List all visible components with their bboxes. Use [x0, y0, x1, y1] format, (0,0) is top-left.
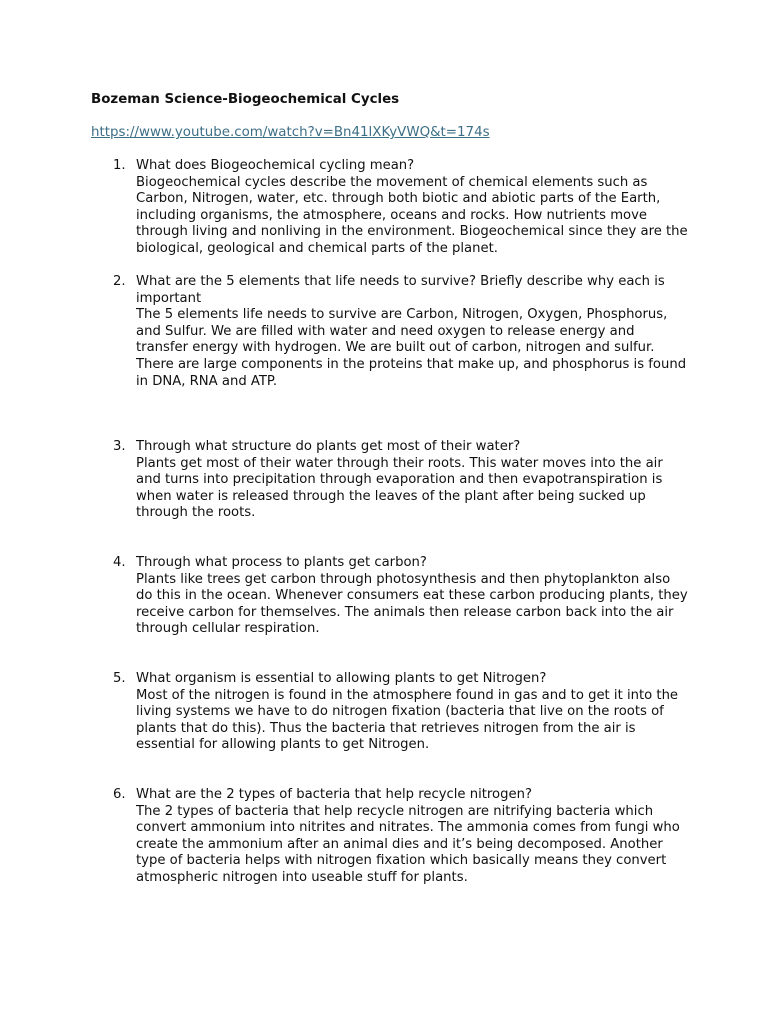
answer-text: The 5 elements life needs to survive are Carbon, Nitrogen, Oxygen, Phosphorus, and Sulfur. We are filled with water and need oxygen to release energy and transfer energy with hydrogen. We are built out of carbon, nitrogen and sulfur. There are large components in the proteins that make up, and phosphorus is found in DNA, RNA and ATP. [136, 307, 687, 389]
question-block [136, 555, 688, 638]
question-block [136, 787, 688, 887]
answer-text: Biogeochemical cycles describe the movement of chemical elements such as Carbon, Nitrogen, water, etc. through both biotic and abiotic parts of the Earth, including organisms, the atmosphere, oceans and rocks. How nutrients move through living and nonliving in the environment. Biogeochemical since they are the biological, geological and chemical parts of the planet. [136, 174, 688, 256]
answer-text: Plants like trees get carbon through photosynthesis and then phytoplankton also do this in the ocean. Whenever consumers eat these carbon producing plants, they receive carbon for themselves. The animals then release carbon back into the air through cellular respiration. [136, 571, 688, 637]
document-title: Bozeman Science-Biogeochemical Cycles [91, 92, 400, 107]
question-block [136, 158, 688, 258]
answer-text: Plants get most of their water through their roots. This water moves into the air and turns into precipitation through evaporation and then evapotranspiration is when water is released through the leaves of the plant after being sucked up through the roots. [136, 455, 663, 521]
question-text: Through what structure do plants get most of their water? [136, 439, 521, 454]
question-text: Through what process to plants get carbon? [136, 555, 427, 570]
question-text: What are the 2 types of bacteria that help recycle nitrogen? [136, 787, 532, 802]
list-number: 5. [113, 671, 126, 686]
video-link[interactable]: https://www.youtube.com/watch?v=Bn41lXKyVWQ&t=174s [91, 125, 490, 140]
list-number: 1. [113, 158, 126, 173]
question-block [136, 439, 688, 522]
answer-text: Most of the nitrogen is found in the atmosphere found in gas and to get it into the living systems we have to do nitrogen fixation (bacteria that live on the roots of plants that do this). Thus the bacteria that retrieves nitrogen from the air is essential for allowing plants to get Nitrogen. [136, 687, 679, 753]
question-text: What does Biogeochemical cycling mean? [136, 158, 415, 173]
list-number: 3. [113, 439, 126, 454]
answer-text: The 2 types of bacteria that help recycle nitrogen are nitrifying bacteria which convert ammonium into nitrites and nitrates. The ammonia comes from fungi who create the ammonium after an animal dies and it’s being decomposed. Another type of bacteria helps with nitrogen fixation which basically means they convert atmospheric nitrogen into useable stuff for plants. [136, 803, 680, 885]
list-number: 4. [113, 555, 126, 570]
question-text: What organism is essential to allowing plants to get Nitrogen? [136, 671, 547, 686]
question-block [136, 671, 688, 754]
question-text: What are the 5 elements that life needs to survive? Briefly describe why each is important [136, 274, 665, 306]
list-number: 6. [113, 787, 126, 802]
question-block [136, 274, 688, 390]
list-number: 2. [113, 274, 126, 289]
